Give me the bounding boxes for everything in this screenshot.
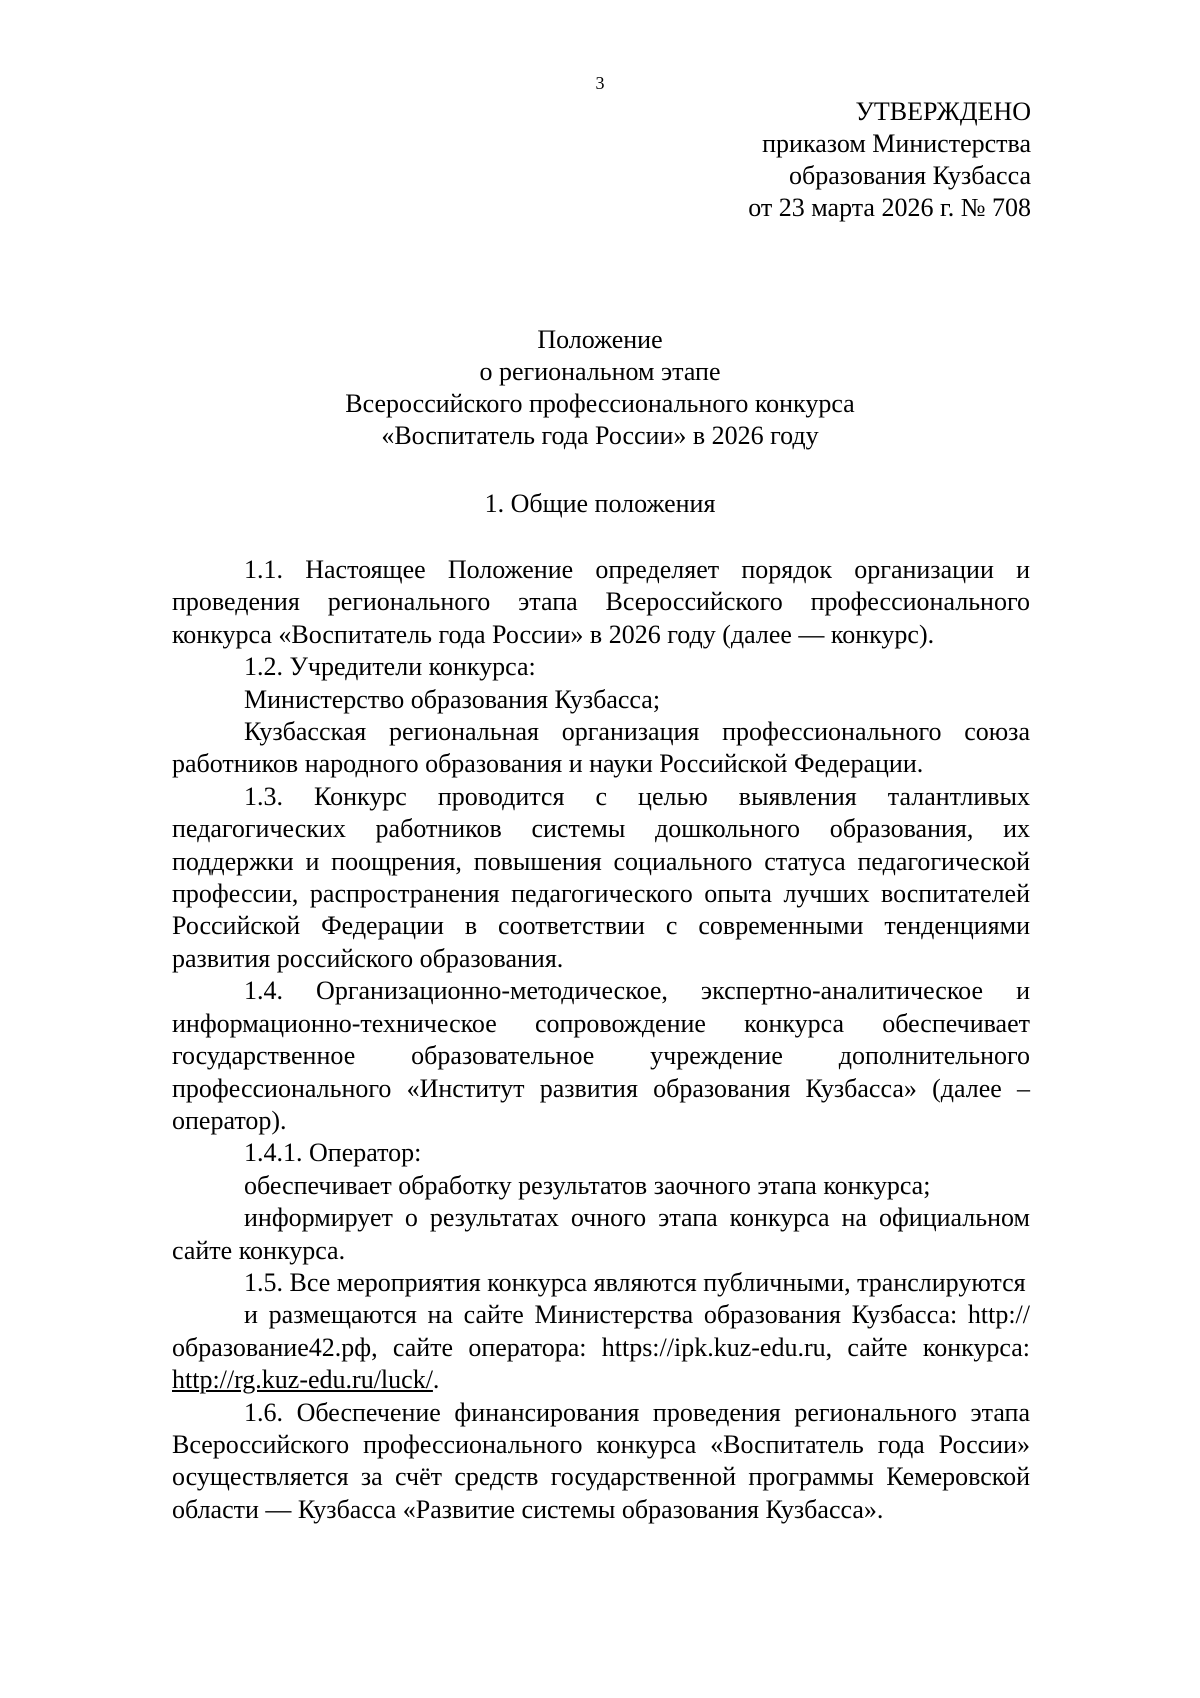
paragraph-1-4-1-item: обеспечивает обработку результатов заочного этапа конкурса; [244,1170,931,1200]
paragraph-1-2-item: Министерство образования Кузбасса; [244,684,661,714]
approval-line: приказом Министерства [762,129,1031,158]
paragraph-1-6: 1.6. Обеспечение финансирования проведения регионального этапа Всероссийского профессионального конкурса «Воспитатель года России» осуществляется за счёт средств государственной программы Кемеровской области — Кузбасса «Развитие системы образования Кузбасса». [172,1397,1030,1524]
title-line: Положение [537,325,663,354]
paragraph-1-5: 1.5. Все мероприятия конкурса являются публичными, транслируются [244,1267,1026,1297]
approval-date-line: от 23 марта 2026 г. № 708 [748,193,1031,222]
paragraph-1-4: 1.4. Организационно-методическое, экспертно-аналитическое и информационно-техническое сопровождение конкурса обеспечивает государственное образовательное учреждение дополнительного профессионального «Институт развития образования Кузбасса» (далее – оператор). [172,976,1030,1135]
approval-stamp [748,96,1031,224]
paragraph-1-4-1-item: информирует о результатах очного этапа конкурса на официальном сайте конкурса. [172,1203,1030,1265]
approval-line: УТВЕРЖДЕНО [855,97,1031,126]
title-line: о региональном этапе [479,357,721,386]
title-line: Всероссийского профессионального конкурса [345,389,855,418]
paragraph-1-2-item: Кузбасская региональная организация профессионального союза работников народного образования и науки Российской Федерации. [172,717,1030,779]
title-line: «Воспитатель года России» в 2026 году [381,421,819,450]
paragraph-1-3: 1.3. Конкурс проводится с целью выявления талантливых педагогических работников системы дошкольного образования, их поддержки и поощрения, повышения социального статуса педагогической профессии, распространения педагогического опыта лучших воспитателей Российской Федерации в соответствии с современными тенденциями развития российского образования. [172,781,1030,973]
paragraph-1-2: 1.2. Учредители конкурса: [244,652,536,682]
section-heading: 1. Общие положения [484,489,716,518]
paragraph-1-1: 1.1. Настоящее Положение определяет порядок организации и проведения регионального этапа Всероссийского профессионального конкурса «Воспитатель года России» в 2026 году (далее — конкурс). [172,555,1030,649]
paragraph-1-5-text: и размещаются на сайте Министерства образования Кузбасса: http://образование42.рф, сайте оператора: https://ipk.kuz-edu.ru, сайте конкурса: [172,1300,1030,1362]
paragraph-1-4-1: 1.4.1. Оператор: [244,1138,422,1168]
document-body [172,554,1030,1526]
paragraph-1-5-continued [172,1299,1030,1396]
paragraph-1-5-period: . [432,1365,440,1395]
contest-site-link[interactable]: http://rg.kuz-edu.ru/luck/ [172,1365,433,1395]
page-number: 3 [595,73,605,93]
document-title [170,324,1030,452]
approval-line: образования Кузбасса [788,161,1031,190]
